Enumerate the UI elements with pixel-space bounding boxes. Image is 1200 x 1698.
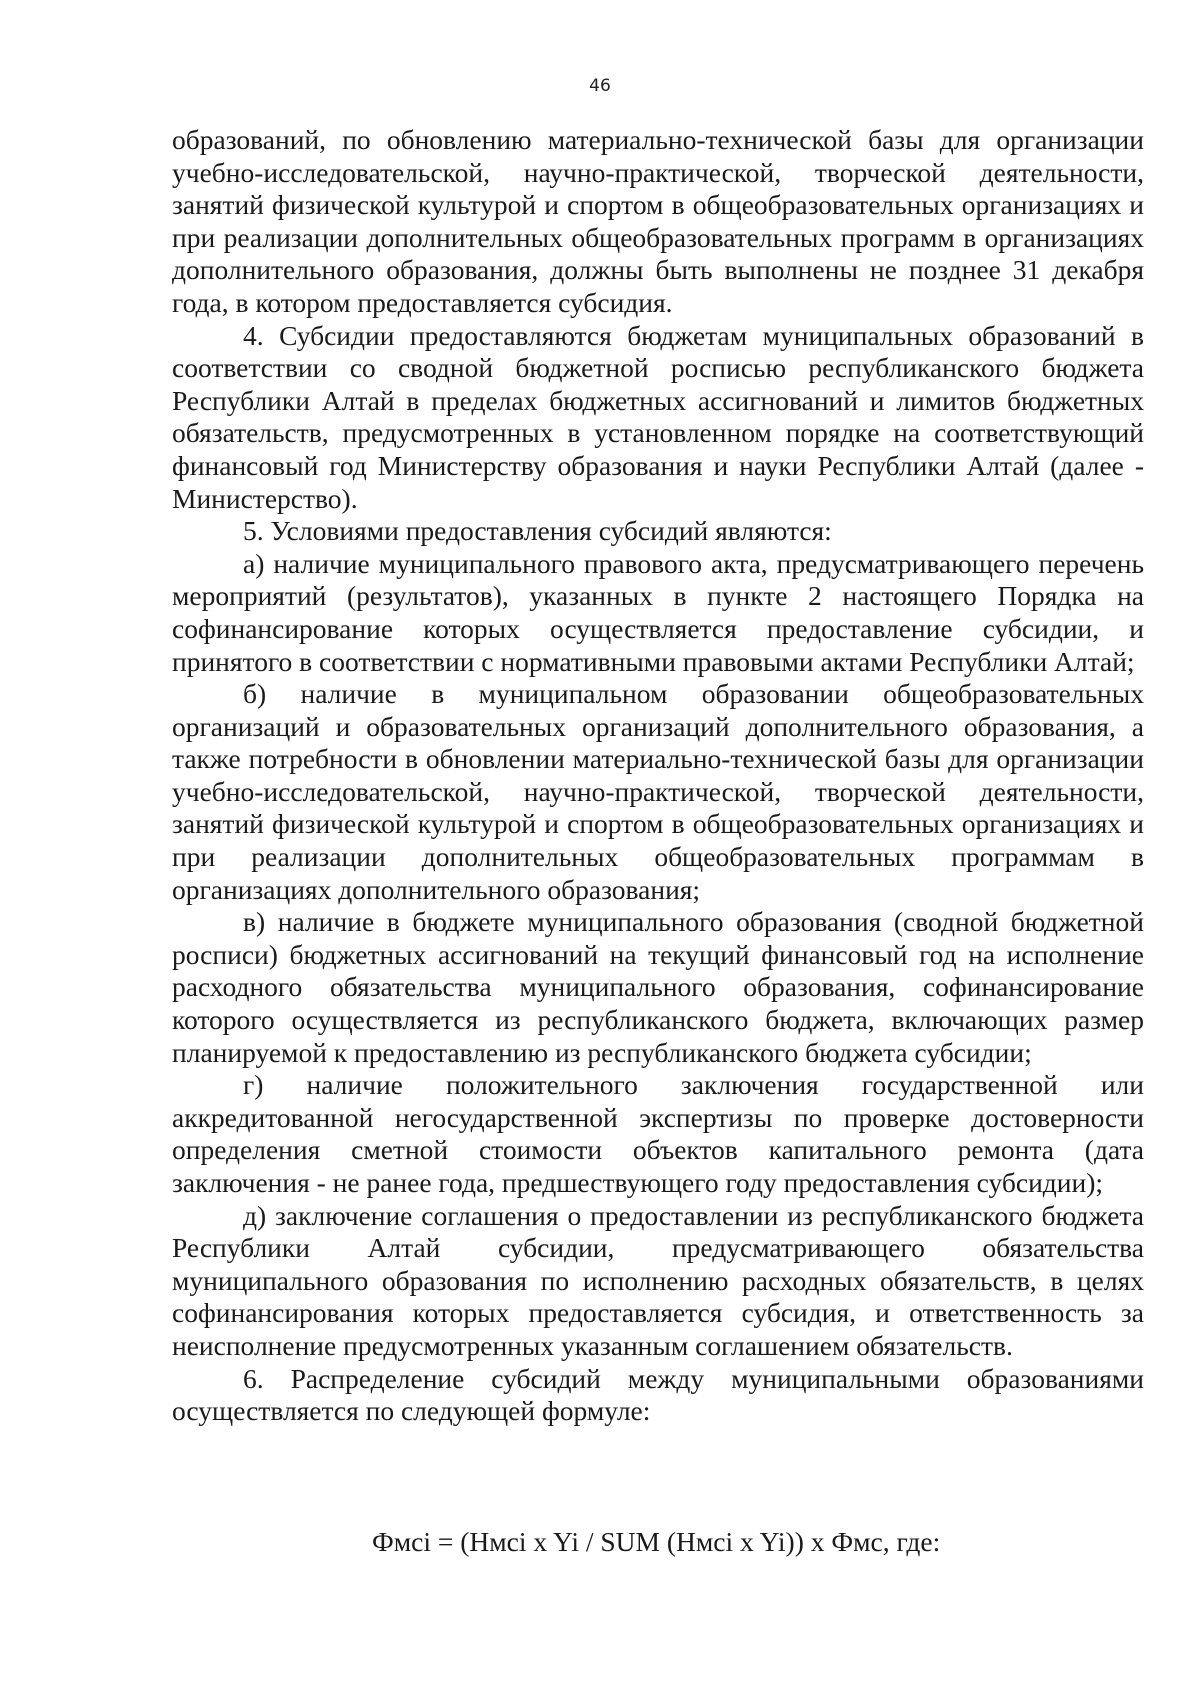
page-number: 46: [589, 76, 611, 96]
paragraph-item-5: 5. Условиями предоставления субсидий являются:: [243, 515, 832, 547]
paragraph-condition-v: в) наличие в бюджете муниципального образования (сводной бюджетной росписи) бюджетных ассигнований на текущий финансовый год на исполнение расходного обязательства муниципального образования, софинансирование которого осуществляется из республиканского бюджета, включающих размер планируемой к предоставлению из республиканского бюджета субсидии;: [172, 906, 1144, 1068]
document-body: [172, 124, 1144, 1428]
paragraph-condition-g: г) наличие положительного заключения государственной или аккредитованной негосударственной экспертизы по проверке достоверности определения сметной стоимости объектов капитального ремонта (дата заключения - не ранее года, предшествующего году предоставления субсидии);: [172, 1069, 1144, 1198]
paragraph-condition-a: а) наличие муниципального правового акта, предусматривающего перечень мероприятий (результатов), указанных в пункте 2 настоящего Порядка на софинансирование которых осуществляется предоставление субсидии, и принятого в соответствии с нормативными правовыми актами Республики Алтай;: [172, 547, 1144, 677]
paragraph-condition-d: д) заключение соглашения о предоставлении из республиканского бюджета Республики Алтай субсидии, предусматривающего обязательства муниципального образования по исполнению расходных обязательств, в целях софинансирования которых предоставляется субсидия, и ответственность за неисполнение предусмотренных указанным соглашением обязательств.: [172, 1199, 1144, 1361]
paragraph-item-6: 6. Распределение субсидий между муниципальными образованиями осуществляется по следующей формуле:: [172, 1362, 1144, 1427]
distribution-formula: Фмсi = (Нмсi x Yi / SUM (Нмсi x Yi)) x Фмс, где:: [372, 1526, 941, 1557]
paragraph-condition-b: б) наличие в муниципальном образовании общеобразовательных организаций и образовательных организаций дополнительного образования, а также потребности в обновлении материально-технической базы для организации учебно-исследовательской, научно-практической, творческой деятельности, занятий физической культурой и спортом в общеобразовательных организациях и при реализации дополнительных общеобразовательных программам в организациях дополнительного образования;: [172, 678, 1144, 905]
paragraph-item-4: 4. Субсидии предоставляются бюджетам муниципальных образований в соответствии со сводной бюджетной росписью республиканского бюджета Республики Алтай в пределах бюджетных ассигнований и лимитов бюджетных обязательств, предусмотренных в установленном порядке на соответствующий финансовый год Министерству образования и науки Республики Алтай (далее - Министерство).: [172, 319, 1144, 514]
paragraph-continuation: образований, по обновлению материально-технической базы для организации учебно-исследовательской, научно-практической, творческой деятельности, занятий физической культурой и спортом в общеобразовательных организациях и при реализации дополнительных общеобразовательных программ в организациях дополнительного образования, должны быть выполнены не позднее 31 декабря года, в котором предоставляется субсидия.: [172, 124, 1144, 318]
